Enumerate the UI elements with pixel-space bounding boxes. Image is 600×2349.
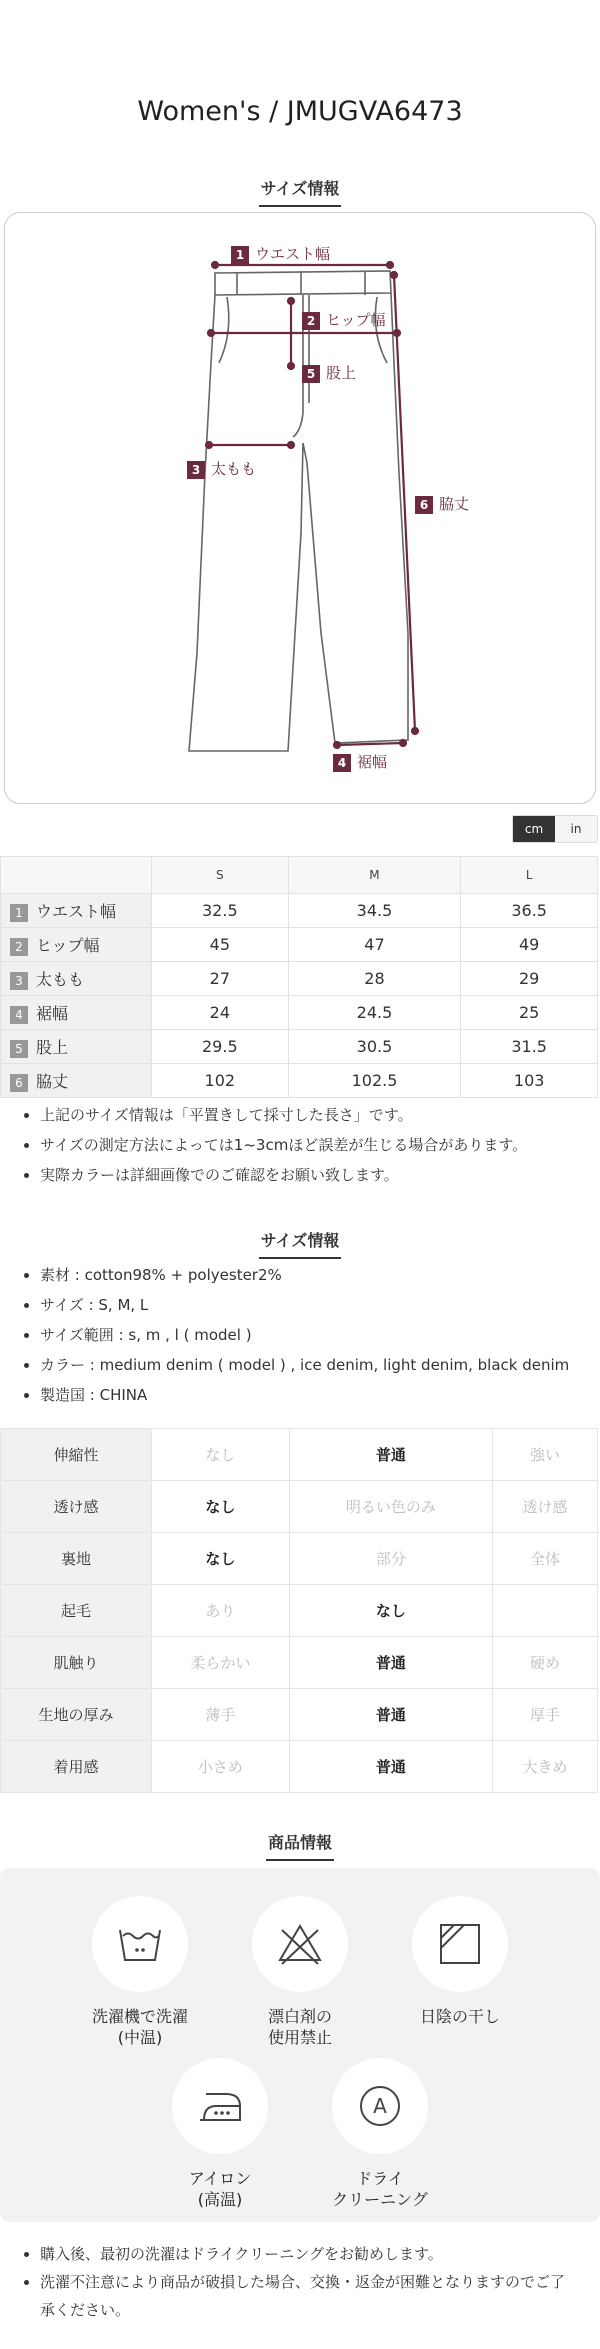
feel-option: 普通 (289, 1429, 492, 1481)
table-row (1, 1585, 598, 1637)
washing-machine-icon (116, 1920, 164, 1968)
table-row: 6 脇丈 102 102.5 103 (1, 1064, 598, 1098)
diagram-label-hem: 4 裾幅 (333, 751, 387, 772)
row-label: ヒップ幅 (36, 936, 100, 955)
size-table-header (1, 857, 598, 894)
care-label: ドライ クリーニング (332, 2169, 428, 2209)
size-value: 24.5 (288, 996, 461, 1030)
care-notes (0, 2240, 570, 2324)
table-row: 3 太もも 27 28 29 (1, 962, 598, 996)
diagram-label-hip: 2 ヒップ幅 (302, 309, 386, 330)
table-row (1, 1637, 598, 1689)
size-value: 102 (152, 1064, 289, 1098)
list-item: • 上記のサイズ情報は「平置きして採寸した長さ」です。 (40, 1100, 527, 1130)
row-label: 裾幅 (36, 1004, 69, 1023)
feel-option: 大きめ (493, 1741, 598, 1793)
spec-list (0, 1260, 569, 1410)
row-label: 股上 (36, 1038, 69, 1057)
diagram-label-thigh: 3 太もも (187, 458, 256, 479)
feel-row-label: 伸縮性 (1, 1429, 152, 1481)
table-row (1, 1689, 598, 1741)
feel-option: 硬め (493, 1637, 598, 1689)
care-section-title: 商品情報 (0, 1830, 600, 1861)
feel-row-label: 裏地 (1, 1533, 152, 1585)
feel-option: 薄手 (152, 1689, 290, 1741)
feel-option: 透け感 (493, 1481, 598, 1533)
care-item-bleach (230, 1896, 370, 2048)
size-value: 45 (152, 928, 289, 962)
size-table-corner (1, 857, 152, 894)
feel-row-label: 起毛 (1, 1585, 152, 1637)
size-notes (0, 1100, 527, 1190)
table-row: 2 ヒップ幅 45 47 49 (1, 928, 598, 962)
feel-option: 普通 (289, 1741, 492, 1793)
size-value: 32.5 (152, 894, 289, 928)
fabric-feel-table (0, 1428, 598, 1793)
size-value: 102.5 (288, 1064, 461, 1098)
care-panel (0, 1868, 600, 2222)
diagram-label-rise: 5 股上 (302, 362, 356, 383)
size-value: 103 (461, 1064, 598, 1098)
table-row: 1 ウエスト幅 32.5 34.5 36.5 (1, 894, 598, 928)
size-value: 28 (288, 962, 461, 996)
care-label: アイロン (高温) (188, 2169, 252, 2209)
list-item: • 洗濯不注意により商品が破損した場合、交換・返金が困難となりますのでご了承ください。 (40, 2268, 570, 2324)
size-column-m: M (288, 857, 461, 894)
table-row: 5 股上 29.5 30.5 31.5 (1, 1030, 598, 1064)
feel-option: なし (152, 1533, 290, 1585)
feel-option: なし (152, 1481, 290, 1533)
care-item-wash (70, 1896, 210, 2048)
size-column-s: S (152, 857, 289, 894)
no-bleach-icon (276, 1920, 324, 1968)
row-label: 太もも (36, 970, 85, 989)
feel-option: 普通 (289, 1637, 492, 1689)
unit-in-button[interactable]: in (555, 816, 597, 842)
care-item-dryclean (310, 2058, 450, 2210)
feel-option: あり (152, 1585, 290, 1637)
list-item: • カラー : medium denim ( model ) , ice denim, light denim, black denim (40, 1350, 569, 1380)
list-item: • 購入後、最初の洗濯はドライクリーニングをお勧めします。 (40, 2240, 570, 2268)
diagram-label-waist: 1 ウエスト幅 (231, 243, 330, 264)
table-row (1, 1533, 598, 1585)
size-value: 29.5 (152, 1030, 289, 1064)
size-value: 25 (461, 996, 598, 1030)
size-column-l: L (461, 857, 598, 894)
table-row (1, 1429, 598, 1481)
feel-row-label: 着用感 (1, 1741, 152, 1793)
pants-measurement-diagram (4, 212, 596, 804)
list-item: • 実際カラーは詳細画像でのご確認をお願い致します。 (40, 1160, 527, 1190)
list-item: • 製造国 : CHINA (40, 1380, 569, 1410)
iron-high-icon (196, 2082, 244, 2130)
size-value: 49 (461, 928, 598, 962)
feel-option: 部分 (289, 1533, 492, 1585)
spec-section-title: サイズ情報 (0, 1228, 600, 1259)
feel-option: なし (152, 1429, 290, 1481)
size-value: 36.5 (461, 894, 598, 928)
size-value: 30.5 (288, 1030, 461, 1064)
feel-option (493, 1585, 598, 1637)
feel-row-label: 生地の厚み (1, 1689, 152, 1741)
size-value: 47 (288, 928, 461, 962)
list-item: • サイズ : S, M, L (40, 1290, 569, 1320)
table-row: 4 裾幅 24 24.5 25 (1, 996, 598, 1030)
care-label: 漂白剤の 使用禁止 (267, 2007, 332, 2047)
care-item-dry (390, 1896, 530, 2027)
feel-row-label: 肌触り (1, 1637, 152, 1689)
size-value: 27 (152, 962, 289, 996)
feel-option: 明るい色のみ (289, 1481, 492, 1533)
list-item: • サイズの測定方法によっては1~3cmほど誤差が生じる場合があります。 (40, 1130, 527, 1160)
unit-cm-button[interactable]: cm (513, 816, 555, 842)
care-item-iron (150, 2058, 290, 2210)
size-value: 29 (461, 962, 598, 996)
feel-option: 強い (493, 1429, 598, 1481)
size-section-title: サイズ情報 (0, 176, 600, 207)
list-item: • 素材 : cotton98% + polyester2% (40, 1260, 569, 1290)
size-table (0, 856, 598, 1098)
unit-toggle (512, 815, 598, 843)
product-title: Women's / JMUGVA6473 (137, 96, 463, 127)
feel-option: 柔らかい (152, 1637, 290, 1689)
row-label: 脇丈 (36, 1072, 69, 1091)
feel-option: 普通 (289, 1689, 492, 1741)
svg-text:A: A (373, 2094, 387, 2118)
table-row (1, 1741, 598, 1793)
care-label: 洗濯機で洗濯 (中温) (91, 2007, 188, 2047)
size-value: 24 (152, 996, 289, 1030)
row-label: ウエスト幅 (36, 902, 117, 921)
dry-clean-icon (356, 2082, 404, 2130)
table-row (1, 1481, 598, 1533)
care-label: 日陰の干し (419, 2007, 500, 2026)
feel-row-label: 透け感 (1, 1481, 152, 1533)
feel-option: 小さめ (152, 1741, 290, 1793)
size-value: 34.5 (288, 894, 461, 928)
feel-option: 全体 (493, 1533, 598, 1585)
shade-dry-icon (436, 1920, 484, 1968)
diagram-label-side-length: 6 脇丈 (415, 493, 469, 514)
list-item: • サイズ範囲 : s, m , l ( model ) (40, 1320, 569, 1350)
size-value: 31.5 (461, 1030, 598, 1064)
pants-illustration (5, 213, 595, 803)
feel-option: 厚手 (493, 1689, 598, 1741)
feel-option: なし (289, 1585, 492, 1637)
